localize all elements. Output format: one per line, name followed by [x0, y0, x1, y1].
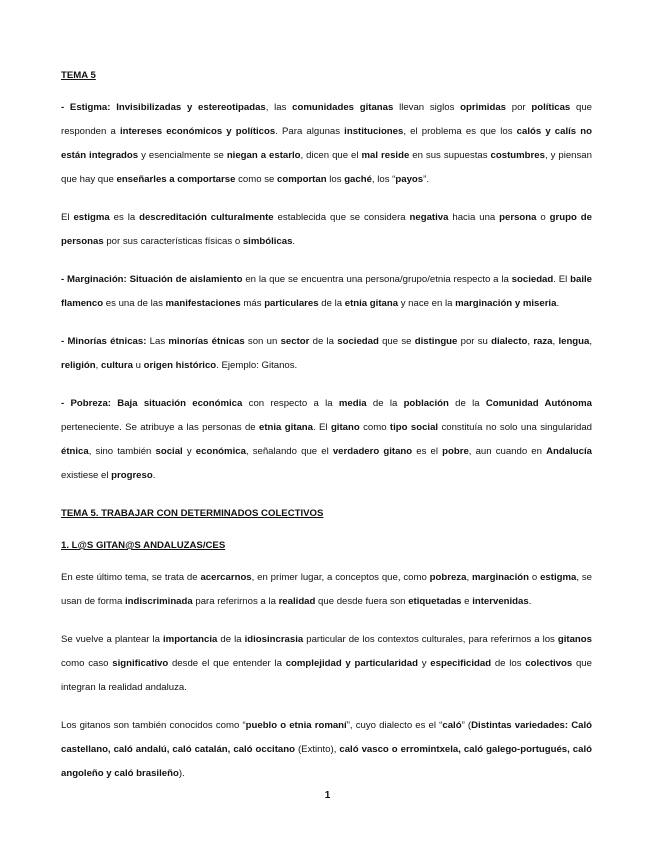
- keyword: colectivos: [525, 658, 573, 669]
- keyword: payos: [395, 174, 424, 185]
- keyword: pobreza: [429, 572, 467, 583]
- keyword: distingue: [414, 336, 458, 347]
- keyword: Invisibilizadas y estereotipadas: [116, 102, 266, 113]
- keyword: Comunidad Autónoma: [485, 398, 592, 409]
- keyword: simbólicas: [242, 236, 293, 247]
- keyword: intereses económicos y políticos: [119, 126, 276, 137]
- keyword: intervenidas: [472, 596, 529, 607]
- keyword: minorías étnicas: [168, 336, 245, 347]
- keyword: comportan: [277, 174, 327, 185]
- keyword: etnia gitana: [258, 422, 313, 433]
- keyword: pobre: [442, 446, 469, 457]
- term-label: - Minorías étnicas:: [61, 336, 147, 347]
- keyword: pueblo o etnia romaní: [245, 720, 347, 731]
- keyword: calós y calís no están integrados: [61, 126, 592, 161]
- paragraph-estigma-definition: El estigma es la descreditación culturalmente establecida que se considera negativa hacia una persona o grupo de personas por sus características físicas o simbólicas.: [61, 212, 592, 247]
- keyword: cultura: [101, 360, 133, 371]
- keyword: media: [338, 398, 367, 409]
- keyword: descreditación culturalmente: [139, 212, 274, 223]
- keyword: origen histórico: [143, 360, 217, 371]
- keyword: progreso: [111, 470, 153, 481]
- keyword: gitanos: [557, 634, 592, 645]
- paragraph-idiosincrasia: Se vuelve a plantear la importancia de la idiosincrasia particular de los contextos culturales, para referirnos a los gitanos como caso significativo desde el que entender la complejidad y particularidad y especificidad de los colectivos que integran la realidad andaluza.: [61, 634, 592, 693]
- paragraph-estigma: - Estigma: Invisibilizadas y estereotipadas, las comunidades gitanas llevan siglos oprimidas por políticas que responden a intereses económicos y políticos. Para algunas instituciones, el problema es que los calós y calís no están integrados y esencialmente se niegan a estarlo, dicen que el mal reside en sus supuestas costumbres, y piensan que hay que enseñarles a comportarse como se comportan los gaché, los “payos”.: [61, 102, 593, 185]
- keyword: indiscriminada: [125, 596, 193, 607]
- keyword: políticas: [531, 102, 571, 113]
- heading-tema-5-colectivos: TEMA 5. TRABAJAR CON DETERMINADOS COLECTIVOS: [61, 508, 324, 519]
- paragraph-calo: Los gitanos son también conocidos como “pueblo o etnia romaní”, cuyo dialecto es el “caló” (Distintas variedades: Caló castellano, caló andalú, caló catalán, caló occitano (Extinto), caló vasco o erromintxela, caló galego-portugués, caló angoleño y caló brasileño).: [61, 720, 593, 779]
- paragraph-intro: En este último tema, se trata de acercarnos, en primer lugar, a conceptos que, como pobreza, marginación o estigma, se usan de forma indiscriminada para referirnos a la realidad que desde fuera son etiquetadas e intervenidas.: [61, 572, 592, 607]
- keyword: tipo social: [389, 422, 439, 433]
- keyword: significativo: [112, 658, 169, 669]
- keyword: caló vasco o erromintxela, caló galego-portugués, caló angoleño y caló brasileño: [61, 744, 593, 779]
- keyword: comunidades gitanas: [292, 102, 394, 113]
- term-label: - Marginación:: [61, 274, 127, 285]
- keyword: especificidad: [430, 658, 492, 669]
- keyword: oprimidas: [460, 102, 506, 113]
- keyword: Baja situación económica: [117, 398, 243, 409]
- keyword: sociedad: [511, 274, 554, 285]
- keyword: población: [403, 398, 449, 409]
- keyword: enseñarles a comportarse: [116, 174, 236, 185]
- keyword: económica: [195, 446, 246, 457]
- heading-tema-5: TEMA 5: [61, 70, 96, 81]
- keyword: baile flamenco: [61, 274, 593, 309]
- keyword: estigma: [73, 212, 110, 223]
- keyword: social: [155, 446, 183, 457]
- keyword: lengua: [558, 336, 590, 347]
- keyword: etiquetadas: [408, 596, 462, 607]
- keyword: importancia: [163, 634, 218, 645]
- keyword: religión: [61, 360, 96, 371]
- keyword: verdadero gitano: [332, 446, 413, 457]
- keyword: raza: [533, 336, 553, 347]
- keyword: étnica: [61, 446, 89, 457]
- keyword: caló: [442, 720, 462, 731]
- page-number: 1: [324, 790, 331, 801]
- keyword: negativa: [409, 212, 449, 223]
- keyword: acercarnos: [200, 572, 252, 583]
- keyword: gitano: [330, 422, 360, 433]
- keyword: manifestaciones: [165, 298, 241, 309]
- keyword: Distintas variedades: Caló castellano, caló andalú, caló catalán, caló occitano: [61, 720, 592, 755]
- keyword: sector: [280, 336, 310, 347]
- keyword: niegan a estarlo: [226, 150, 301, 161]
- keyword: Situación de aislamiento: [129, 274, 243, 285]
- keyword: mal reside: [361, 150, 410, 161]
- keyword: marginación: [471, 572, 530, 583]
- keyword: realidad: [278, 596, 316, 607]
- keyword: costumbres: [490, 150, 545, 161]
- keyword: Andalucía: [546, 446, 592, 457]
- paragraph-marginacion: - Marginación: Situación de aislamiento en la que se encuentra una persona/grupo/etnia respecto a la sociedad. El baile flamenco es una de las manifestaciones más particulares de la etnia gitana y nace en la marginación y miseria.: [61, 274, 593, 309]
- term-label: - Estigma:: [61, 102, 111, 113]
- keyword: estigma: [540, 572, 577, 583]
- keyword: dialecto: [491, 336, 528, 347]
- keyword: idiosincrasia: [244, 634, 304, 645]
- keyword: marginación y miseria: [455, 298, 557, 309]
- term-label: - Pobreza:: [61, 398, 111, 409]
- document-body: [61, 64, 592, 800]
- keyword: particulares: [264, 298, 319, 309]
- keyword: etnia gitana: [344, 298, 399, 309]
- paragraph-pobreza: - Pobreza: Baja situación económica con respecto a la media de la población de la Comunidad Autónoma perteneciente. Se atribuye a las personas de etnia gitana. El gitano como tipo social constituía no solo una singularidad étnica, sino también social y económica, señalando que el verdadero gitano es el pobre, aun cuando en Andalucía existiese el progreso.: [61, 398, 592, 481]
- paragraph-minorias: - Minorías étnicas: Las minorías étnicas son un sector de la sociedad que se distingue por su dialecto, raza, lengua, religión, cultura u origen histórico. Ejemplo: Gitanos.: [61, 336, 593, 371]
- keyword: sociedad: [337, 336, 379, 347]
- keyword: instituciones: [344, 126, 404, 137]
- heading-gitanos-andaluces: 1. L@S GITAN@S ANDALUZAS/CES: [61, 540, 226, 551]
- keyword: gaché: [344, 174, 372, 185]
- keyword: persona: [499, 212, 537, 223]
- keyword: complejidad y particularidad: [285, 658, 418, 669]
- keyword: grupo de personas: [61, 212, 592, 247]
